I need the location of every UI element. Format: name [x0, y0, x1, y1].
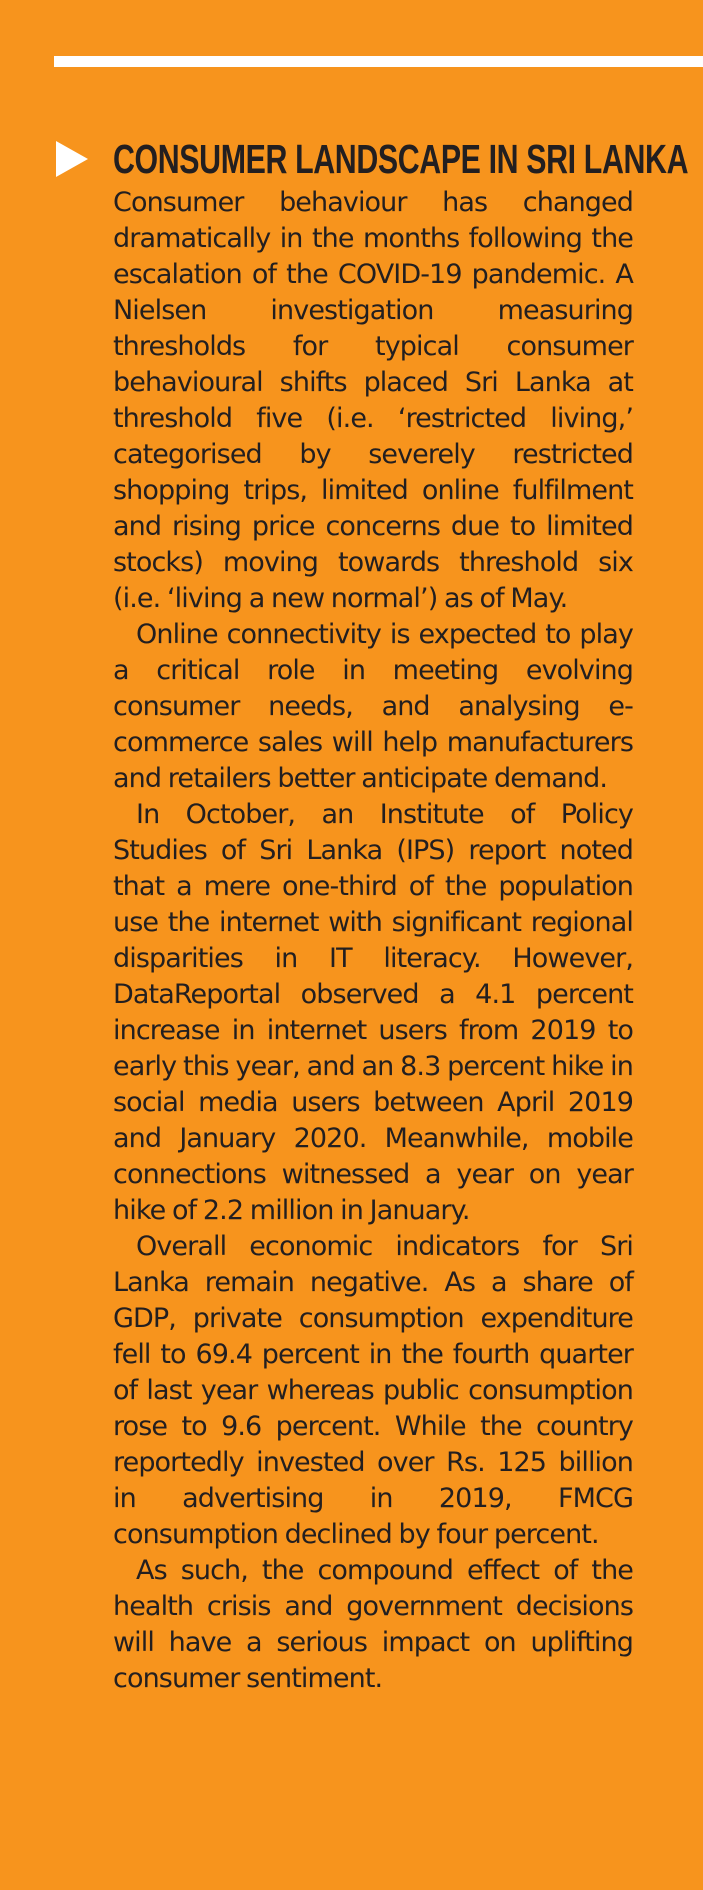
- top-divider-rule: [54, 56, 703, 67]
- article-body: [113, 185, 633, 1697]
- section-heading: CONSUMER LANDSCAPE IN SRI LANKA: [113, 136, 689, 182]
- paragraph-internet-usage: In October, an Institute of Policy Studies of Sri Lanka (IPS) report noted that a mere one-third of the population use the internet with significant regional disparities in IT literacy. However, DataReportal observed a 4.1 percent increase in internet users from 2019 to early this year, and an 8.3 percent hike in social media users between April 2019 and January 2020. Meanwhile, mobile connections witnessed a year on year hike of 2.2 million in January.: [113, 799, 633, 1226]
- triangle-arrow-icon: [54, 139, 90, 179]
- paragraph-online-connectivity: Online connectivity is expected to play a critical role in meeting evolving consumer needs, and analysing e-commerce sales will help manufacturers and retailers better anticipate demand.: [113, 619, 633, 794]
- paragraph-conclusion: As such, the compound effect of the health crisis and government decisions will have a serious impact on uplifting consumer sentiment.: [113, 1555, 633, 1694]
- paragraph-consumer-behaviour: Consumer behaviour has changed dramatically in the months following the escalation of the COVID-19 pandemic. A Nielsen investigation measuring thresholds for typical consumer behavioural shifts placed Sri Lanka at threshold five (i.e. ‘restricted living,’ categorised by severely restricted shopping trips, limited online fulfilment and rising price concerns due to limited stocks) moving towards threshold six (i.e. ‘living a new normal’) as of May.: [113, 187, 633, 614]
- paragraph-economic-indicators: Overall economic indicators for Sri Lanka remain negative. As a share of GDP, private consumption expenditure fell to 69.4 percent in the fourth quarter of last year whereas public consumption rose to 9.6 percent. While the country reportedly invested over Rs. 125 billion in advertising in 2019, FMCG consumption declined by four percent.: [113, 1231, 633, 1550]
